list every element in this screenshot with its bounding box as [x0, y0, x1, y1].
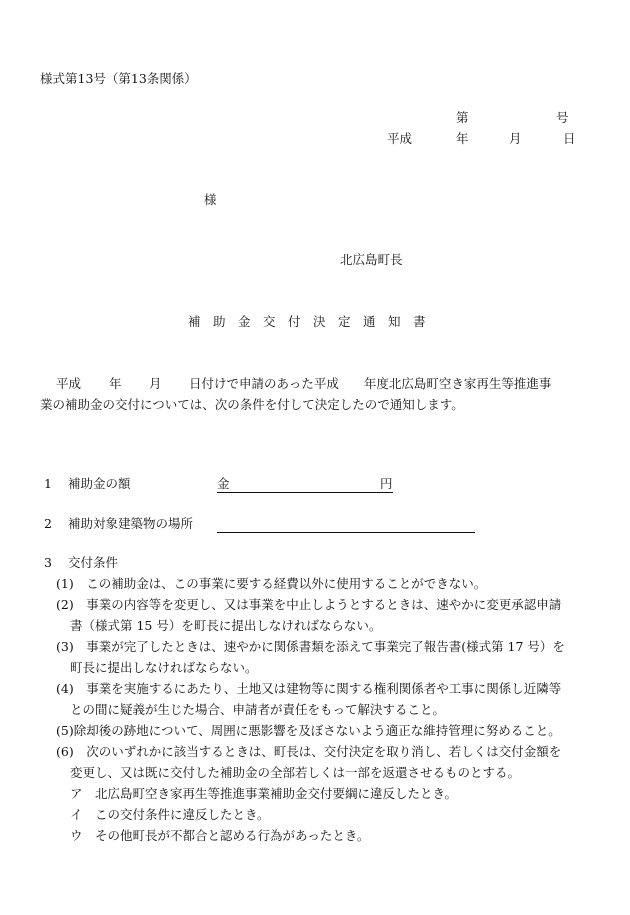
condition-line: (6) 次のいずれかに該当するときは、町長は、交付決定を取り消し、若しくは交付金額を [56, 744, 562, 759]
addressee-suffix: 様 [204, 192, 217, 207]
date-month: 月 [509, 131, 522, 146]
condition-subitem: ウ その他町長が不都合と認める行為があったとき。 [70, 828, 370, 843]
item-number: 3 [44, 555, 52, 570]
condition-line: 町長に提出しなければならない。 [70, 660, 258, 675]
item-label-amount: 補助金の額 [68, 476, 131, 491]
condition-line: との間に疑義が生じた場合、申請者が責任をもって解決すること。 [70, 702, 446, 717]
condition-line: (3) 事業が完了したときは、速やかに関係書類を添えて事業完了報告書(様式第 17 号）を [56, 639, 565, 654]
condition-line: 書（様式第 15 号）を町長に提出しなければならない。 [70, 618, 382, 633]
body-month: 月 [149, 376, 162, 391]
body-line1-rest: 日付けで申請のあった平成 年度北広島町空き家再生等推進事 [189, 376, 552, 391]
item-number: 2 [44, 516, 52, 531]
document-title: 補 助 金 交 付 決 定 通 知 書 [188, 314, 426, 329]
amount-prefix: 金 [217, 476, 230, 491]
condition-line: 変更し、又は既に交付した補助金の全部若しくは一部を返還させるものとする。 [70, 765, 521, 780]
item-label-location: 補助対象建築物の場所 [68, 516, 194, 531]
form-number: 様式第13号（第13条関係） [40, 71, 197, 86]
doc-number-dai: 第 [456, 110, 469, 125]
item-number: 1 [44, 476, 52, 491]
body-year: 年 [109, 376, 122, 391]
issuer-name: 北広島町長 [340, 252, 403, 267]
condition-line: (1) この補助金は、この事業に要する経費以外に使用することができない。 [56, 576, 487, 591]
amount-unit: 円 [380, 476, 393, 491]
condition-line: (2) 事業の内容等を変更し、又は事業を中止しようとするときは、速やかに変更承認申請 [56, 597, 562, 612]
condition-subitem: イ この交付条件に違反したとき。 [70, 807, 270, 822]
location-underline [217, 532, 475, 533]
body-line2: 業の補助金の交付については、次の条件を付して決定したので通知します。 [40, 397, 464, 412]
item-label-conditions: 交付条件 [68, 555, 119, 570]
amount-underline [217, 492, 393, 493]
date-year: 年 [456, 131, 469, 146]
condition-line: (4) 事業を実施するにあたり、土地又は建物等に関する権利関係者や工事に関係し近隣等 [56, 681, 562, 696]
date-era: 平成 [387, 131, 413, 146]
condition-line: (5)除却後の跡地について、周囲に悪影響を及ぼさないよう適正な維持管理に努めること。 [56, 723, 561, 738]
date-day: 日 [563, 131, 576, 146]
condition-subitem: ア 北広島町空き家再生等推進事業補助金交付要綱に違反したとき。 [70, 786, 458, 801]
doc-number-go: 号 [556, 110, 569, 125]
body-era: 平成 [56, 376, 82, 391]
